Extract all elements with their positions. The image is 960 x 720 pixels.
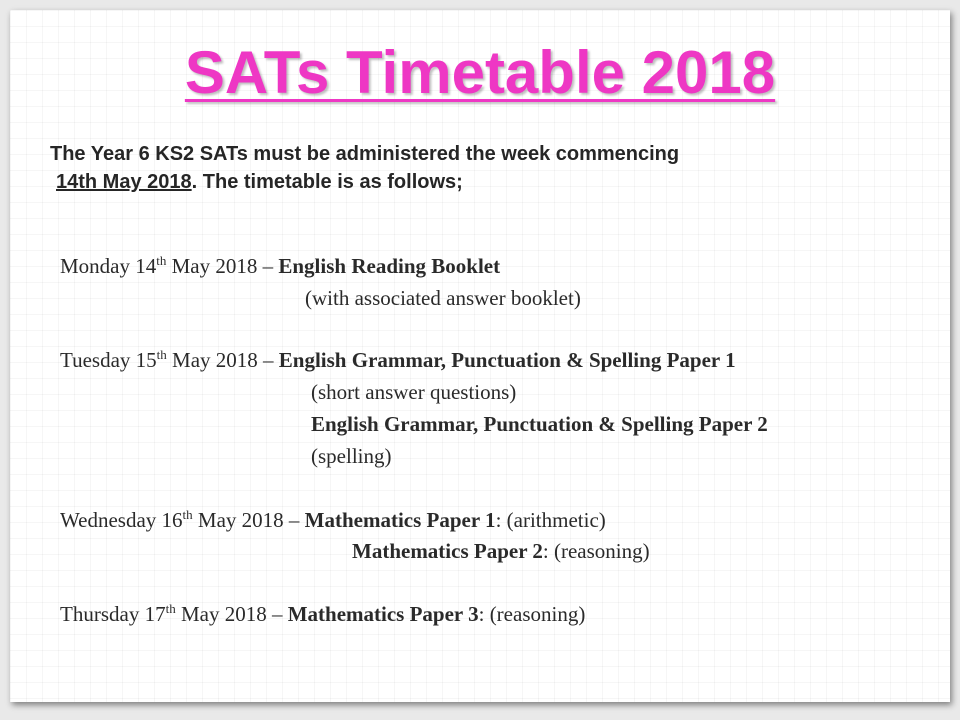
thursday-paper-3: Mathematics Paper 3 — [287, 602, 479, 626]
monday-date: Monday 14th May 2018 – — [60, 253, 279, 278]
monday-row — [60, 250, 940, 282]
intro-text — [50, 140, 910, 196]
intro-line-2 — [50, 168, 910, 196]
thursday-paper-3-note: : (reasoning) — [478, 602, 586, 626]
wednesday-paper-2-line — [352, 535, 650, 567]
tuesday-date: Tuesday 15th May 2018 – — [60, 347, 279, 372]
monday-subject: English Reading Booklet — [278, 254, 501, 278]
tuesday-row — [60, 344, 940, 376]
wednesday-paper-1-note: : (arithmetic) — [495, 508, 606, 532]
tuesday-paper-2-note: (spelling) — [311, 444, 392, 468]
thursday-date: Thursday 17th May 2018 – — [60, 601, 288, 626]
intro-date: 14th May 2018 — [56, 171, 192, 193]
intro-line-2-rest: . The timetable is as follows; — [191, 171, 463, 193]
wednesday-date: Wednesday 16th May 2018 – — [60, 507, 305, 532]
wednesday-paper-2-note: : (reasoning) — [542, 539, 650, 563]
wednesday-paper-1: Mathematics Paper 1 — [304, 508, 496, 532]
tuesday-paper-1-note: (short answer questions) — [311, 380, 517, 404]
wednesday-paper-2: Mathematics Paper 2 — [352, 539, 543, 563]
tuesday-paper-2: English Grammar, Punctuation & Spelling Paper 2 — [311, 412, 768, 436]
thursday-row — [60, 598, 940, 630]
monday-note: (with associated answer booklet) — [305, 286, 581, 310]
wednesday-row — [60, 504, 940, 536]
intro-line-1: The Year 6 KS2 SATs must be administered the week commencing — [50, 143, 680, 165]
tuesday-paper-1: English Grammar, Punctuation & Spelling Paper 1 — [278, 348, 736, 372]
page-title: SATs Timetable 2018 — [184, 39, 776, 106]
